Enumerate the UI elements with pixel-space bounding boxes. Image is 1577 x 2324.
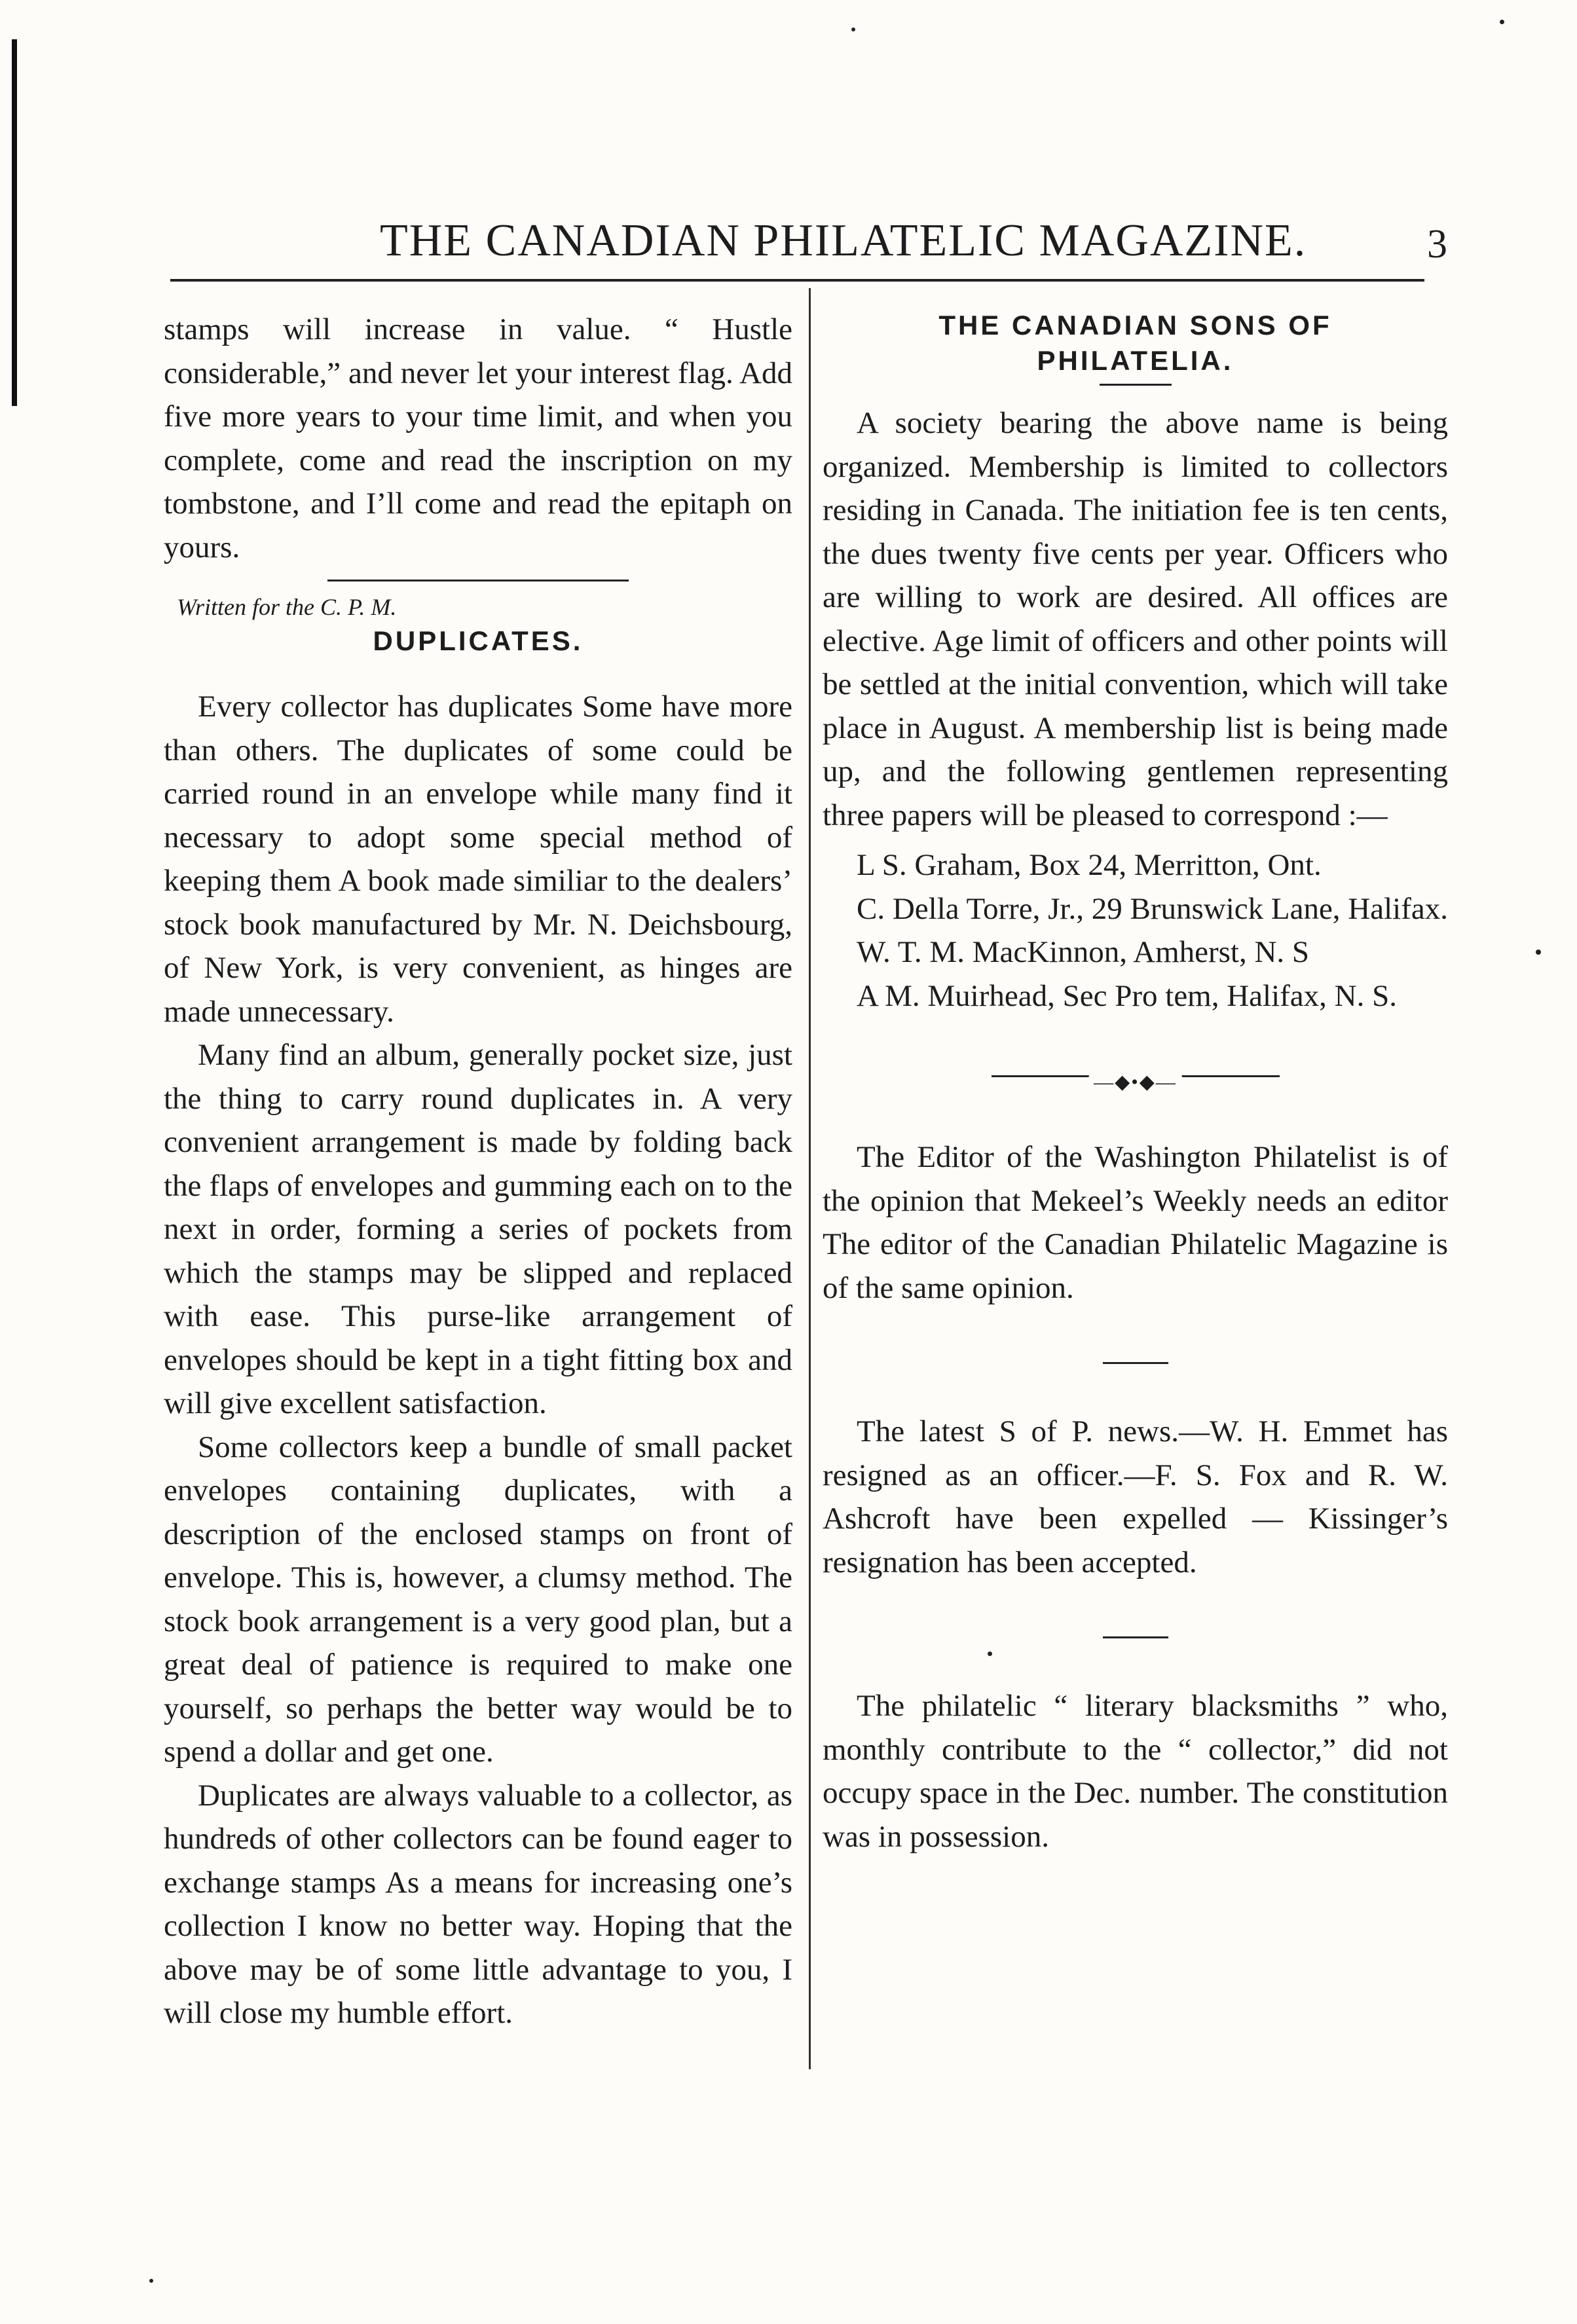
contact-entry: C. Della Torre, Jr., 29 Brunswick Lane, Halifax. — [857, 891, 1448, 926]
article-paragraph: Every collector has duplicates Some have more than others. The duplicates of some could be carried round in an envelope while many find it necessary to adopt some special method of keeping them A book made similiar to the dealers’ stock book manufactured by Mr. N. Deichsbourg, of New York, is very convenient, as hinges are made unnecessary. — [164, 690, 792, 1029]
left-column — [164, 308, 792, 2035]
society-paragraph: A society bearing the above name is being organized. Membership is limited to collectors residing in Canada. The initiation fee is ten cents, the dues twenty five cents per year. Officers who are willing to work are desired. All offices are elective. Age limit of officers and other points will be settled at the initial convention, which will take place in August. A membership list is being made up, and the following gentlemen representing three papers will be pleased to correspond :— — [823, 406, 1448, 832]
page-header — [157, 210, 1447, 275]
article-heading-sons: THE CANADIAN SONS OF — [938, 310, 1332, 341]
heading-rule — [1100, 384, 1172, 386]
article-paragraph: Many find an album, generally pocket size, just the thing to carry round duplicates in. A very convenient arrangement is made by folding back the flaps of envelopes and gumming each on to the next in order, forming a series of pockets from which the stamps may be slipped and replaced with ease. This purse-like arrangement of envelopes should be kept in a tight fitting box and will give excellent satisfaction. — [164, 1038, 792, 1420]
scan-speck — [851, 28, 855, 31]
ornament-glyph: —◆•◆— — [1088, 1061, 1182, 1105]
washington-note: The Editor of the Washington Philatelist is of the opinion that Mekeel’s Weekly needs an editor The editor of the Canadian Philatelic Magazine is of the same opinion. — [823, 1140, 1448, 1305]
magazine-title: THE CANADIAN PHILATELIC MAGAZINE. — [380, 215, 1307, 266]
column-divider — [809, 288, 811, 2069]
short-divider — [1103, 1362, 1168, 1364]
article-heading-duplicates: DUPLICATES. — [373, 625, 584, 656]
blacksmiths-note: The philatelic “ literary blacksmiths ” who, monthly contribute to the “ collector,” did not occupy space in the Dec. number. The constitution was in possession. — [823, 1689, 1448, 1854]
byline: Written for the C. P. M. — [177, 594, 397, 620]
scan-speck — [149, 2279, 153, 2283]
scan-margin-mark — [12, 39, 17, 406]
scan-speck — [1536, 950, 1541, 955]
contact-entry: W. T. M. MacKinnon, Amherst, N. S — [857, 935, 1310, 969]
intro-paragraph: stamps will increase in value. “ Hustle considerable,” and never let your interest flag. Add five more years to your time limit, and when you complete, come and read the inscription on my tombstone, and I’ll come and read the epitaph on yours. — [164, 312, 792, 564]
sop-news: The latest S of P. news.—W. H. Emmet has resigned as an officer.—F. S. Fox and R. W. Ashcroft have been expelled — Kissinger’s resignation has been accepted. — [823, 1414, 1448, 1579]
section-rule — [327, 580, 629, 581]
scan-speck — [988, 1651, 992, 1656]
contact-entry: A M. Muirhead, Sec Pro tem, Halifax, N. S. — [857, 978, 1398, 1013]
contact-entry: L S. Graham, Box 24, Merritton, Ont. — [857, 848, 1322, 882]
scan-speck — [1500, 20, 1504, 24]
page-number: 3 — [1427, 222, 1447, 267]
ornament-divider — [992, 1063, 1280, 1093]
article-paragraph: Duplicates are always valuable to a collector, as hundreds of other collectors can be found eager to exchange stamps As a means for increasing one’s collection I know no better way. Hoping that the above may be of some little advantage to you, I will close my humble effort. — [164, 1778, 792, 2030]
article-heading-sons-line2: PHILATELIA. — [1037, 345, 1234, 376]
header-rule — [170, 279, 1424, 282]
short-divider — [1103, 1636, 1168, 1638]
right-column — [823, 308, 1448, 1858]
article-paragraph: Some collectors keep a bundle of small packet envelopes containing duplicates, with a description of the enclosed stamps on front of envelope. This is, however, a clumsy method. The stock book arrangement is a very good plan, but a great deal of patience is required to make one yourself, so perhaps the better way would be to spend a dollar and get one. — [164, 1429, 792, 1769]
